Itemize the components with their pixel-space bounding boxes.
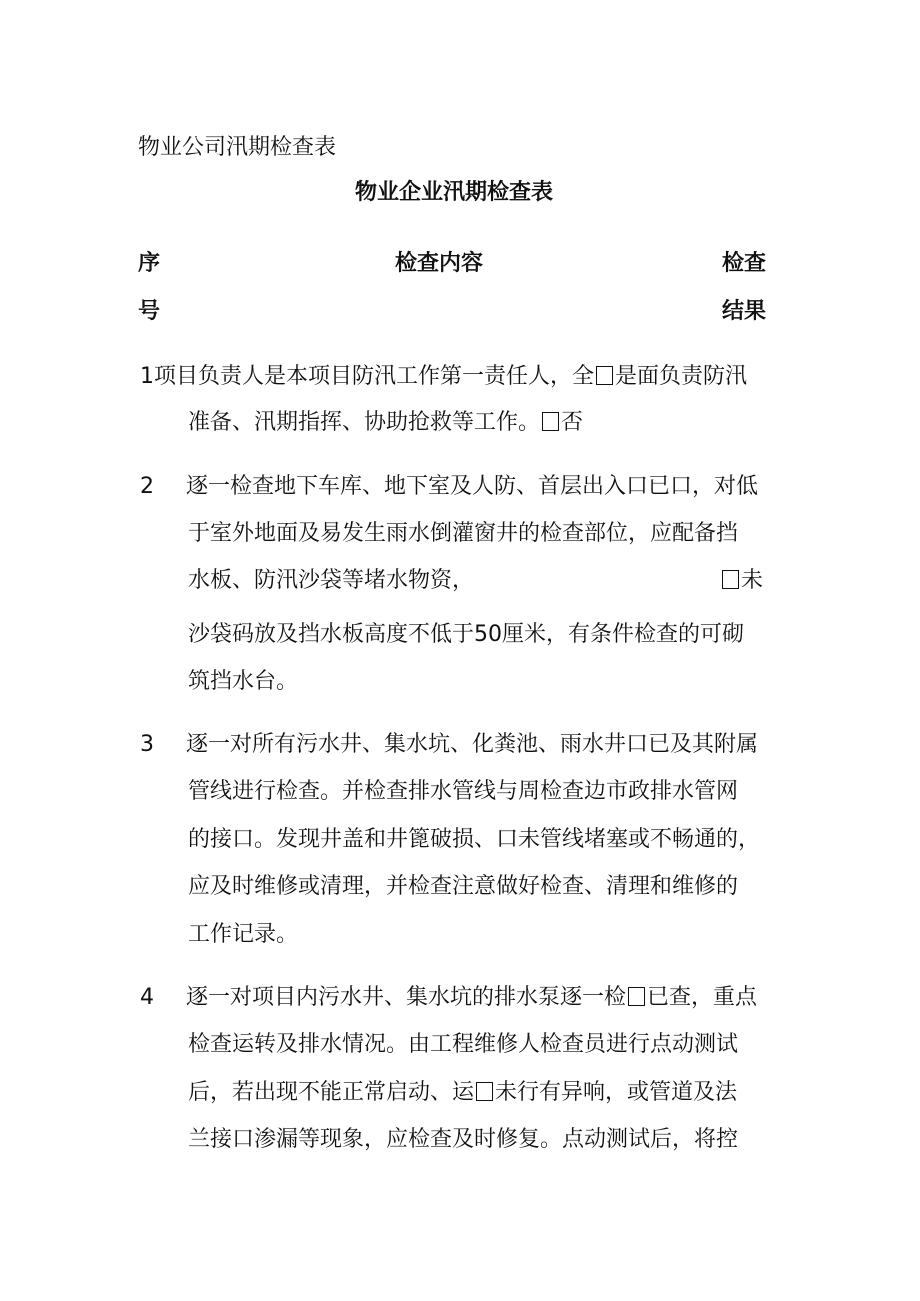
- item-4-line-1: [186, 983, 757, 1013]
- item-2-line-2: 于室外地面及易发生雨水倒灌窗井的检查部位，应配备挡: [188, 521, 739, 546]
- item-text: 是面负责防汛: [615, 364, 748, 389]
- item-1-line-2: [188, 408, 583, 438]
- document-title: 物业公司汛期检查表: [138, 135, 337, 160]
- item-1-line-1: [140, 362, 747, 392]
- item-number: 1: [140, 364, 154, 389]
- header-no-1: 序: [138, 251, 161, 276]
- item-text: 后，若出现不能正常启动、运: [188, 1080, 475, 1105]
- checkbox[interactable]: [596, 366, 613, 385]
- header-content: 检查内容: [395, 251, 484, 276]
- header-result-2: 结果: [722, 299, 767, 324]
- item-3-line-1: 逐一对所有污水井、集水坑、化粪池、雨水井口已及其附属: [186, 732, 759, 757]
- item-3-number: 3: [140, 732, 154, 757]
- item-3-line-2: 管线进行检查。并检查排水管线与周检查边市政排水管网: [188, 779, 739, 804]
- item-4-line-4: 兰接口渗漏等现象，应检查及时修复。点动测试后，将控: [188, 1127, 739, 1152]
- checkbox[interactable]: [722, 570, 739, 589]
- item-text: 逐一对项目内污水井、集水坑的排水泵逐一检: [186, 985, 627, 1010]
- checkbox[interactable]: [628, 987, 645, 1006]
- item-text: 已查，重点: [647, 985, 758, 1010]
- item-2-number: 2: [140, 474, 154, 499]
- checkbox[interactable]: [542, 412, 559, 431]
- item-2-line-5: 筑挡水台。: [188, 669, 299, 694]
- item-2-line-3-right: [720, 566, 763, 596]
- item-3-line-3: 的接口。发现井盖和井篦破损、口未管线堵塞或不畅通的，: [188, 827, 761, 852]
- item-text: 未行有异响，或管道及法: [495, 1080, 738, 1105]
- item-text: 项目负责人是本项目防汛工作第一责任人，全: [154, 364, 595, 389]
- item-3-line-5: 工作记录。: [188, 922, 299, 947]
- item-2-line-1: 逐一检查地下车库、地下室及人防、首层出入口已口，对低: [186, 474, 759, 499]
- table-title: 物业企业汛期检查表: [355, 180, 554, 205]
- item-text: 准备、汛期指挥、协助抢救等工作。: [188, 410, 541, 435]
- item-4-line-2: 检查运转及排水情况。由工程维修人检查员进行点动测试: [188, 1032, 739, 1057]
- header-no-2: 号: [138, 299, 161, 324]
- item-4-line-3: [188, 1078, 737, 1108]
- item-4-number: 4: [140, 985, 154, 1010]
- item-text: 否: [561, 410, 584, 435]
- header-result-1: 检查: [722, 251, 767, 276]
- item-2-line-3: 水板、防汛沙袋等堵水物资，: [188, 568, 475, 593]
- item-text: 未: [741, 568, 764, 593]
- checkbox[interactable]: [476, 1082, 493, 1101]
- item-2-line-4: 沙袋码放及挡水板高度不低于50厘米，有条件检查的可砌: [188, 622, 744, 647]
- item-3-line-4: 应及时维修或清理，并检查注意做好检查、清理和维修的: [188, 874, 739, 899]
